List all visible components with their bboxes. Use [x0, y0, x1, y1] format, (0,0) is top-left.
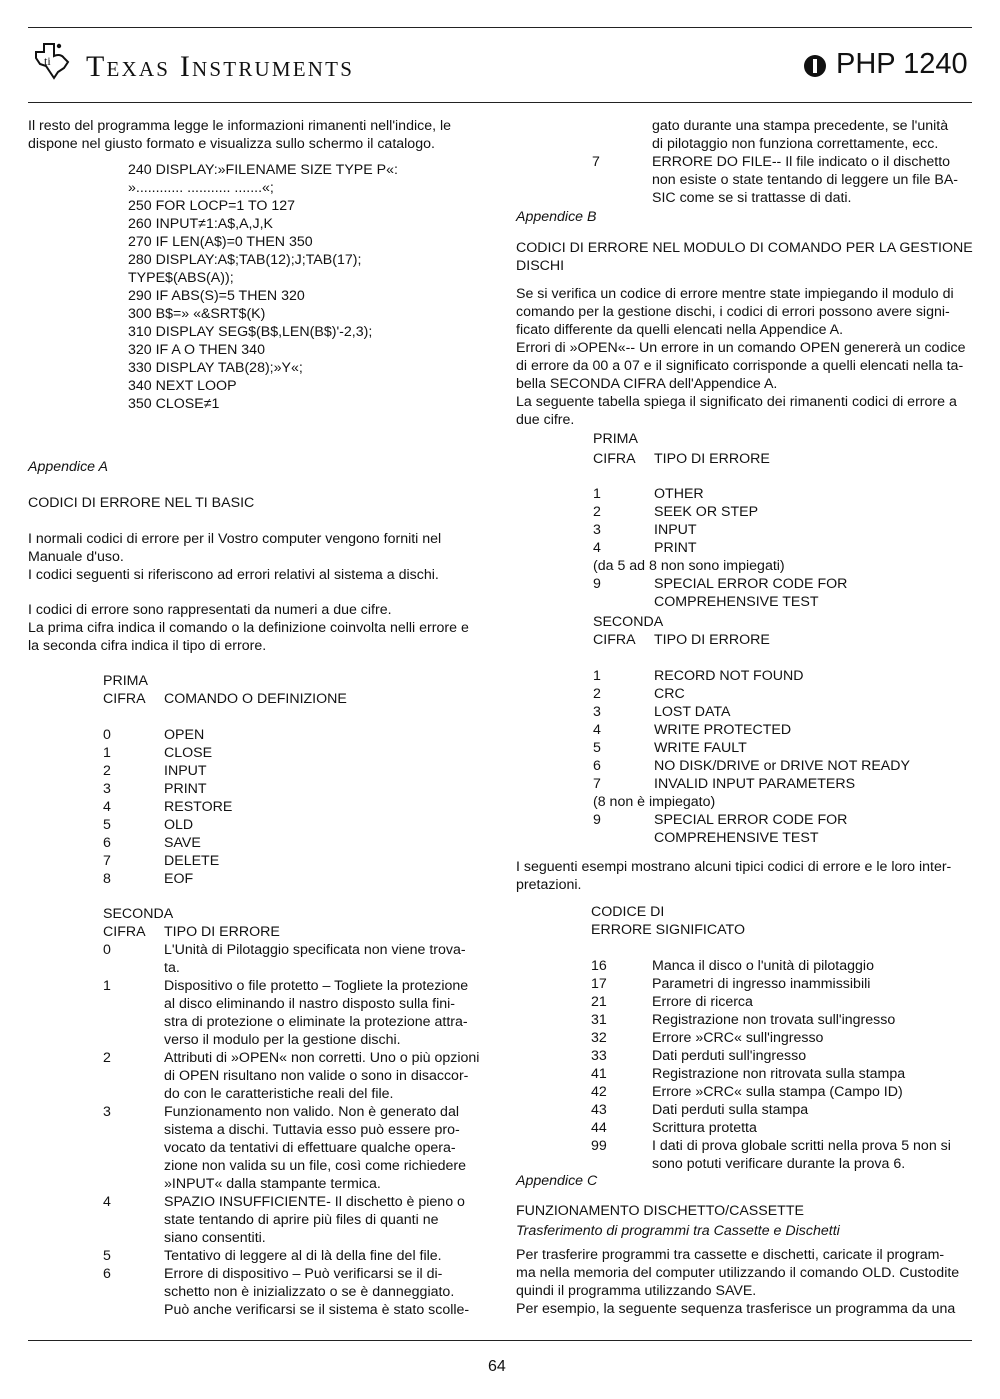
example-code: 21	[591, 994, 607, 1010]
command-row-text: INPUT	[164, 763, 207, 779]
error-type-text: non esiste o state tentando di leggere un file BA-	[652, 172, 959, 188]
disk-error-row-number: 5	[593, 740, 601, 756]
example-meaning: Dati perduti sull'ingresso	[652, 1048, 807, 1064]
paragraph-line: I seguenti esempi mostrano alcuni tipici codici di errore e le loro inter-	[516, 859, 952, 875]
command-row-number: 6	[103, 835, 111, 851]
command-row-text: DELETE	[164, 853, 220, 869]
intro-line: Il resto del programma legge le informazioni rimanenti nell'indice, le	[28, 118, 452, 134]
paragraph-line: Errori di »OPEN«-- Un errore in un comando OPEN genererà un codice	[516, 340, 966, 356]
table-header: SECONDA	[103, 906, 174, 922]
command-row-text: CLOSE	[164, 745, 213, 761]
disk-error-row-number: 1	[593, 668, 601, 684]
command-row-text: SAVE	[164, 835, 201, 851]
example-meaning: Registrazione non trovata sull'ingresso	[652, 1012, 896, 1028]
disk-error-row-number: 3	[593, 522, 601, 538]
error-type-text: di pilotaggio non funziona correttamente, ecc.	[652, 136, 939, 152]
example-code: 33	[591, 1048, 607, 1064]
paragraph-line: Per esempio, la seguente sequenza trasferisce un programma da una	[516, 1301, 956, 1317]
command-row-number: 4	[103, 799, 111, 815]
appendix-b-title: CODICI DI ERRORE NEL MODULO DI COMANDO PER LA GESTIONE	[516, 240, 973, 256]
appendix-c-subtitle: Trasferimento di programmi tra Cassette e Dischetti	[516, 1223, 840, 1239]
error-type-text: vocato da tentativi di effettuare qualche opera-	[164, 1140, 456, 1156]
command-row-text: EOF	[164, 871, 194, 887]
disk-error-row-text: PRINT	[654, 540, 697, 556]
table-header: PRIMA	[103, 673, 148, 689]
disk-error-row-text: WRITE PROTECTED	[654, 722, 792, 738]
appendix-b-label: Appendice B	[516, 209, 597, 225]
error-type-text: ta.	[164, 960, 180, 976]
code-line: 260 INPUT≠1:A$,A,J,K	[128, 216, 273, 232]
disk-error-row-text: RECORD NOT FOUND	[654, 668, 804, 684]
example-code: 41	[591, 1066, 607, 1082]
table-note: (8 non è impiegato)	[593, 794, 716, 810]
error-type-text: Errore di dispositivo – Può verificarsi se il di-	[164, 1266, 443, 1282]
paragraph-line: I normali codici di errore per il Vostro computer vengono forniti nel	[28, 531, 442, 547]
example-code: 43	[591, 1102, 607, 1118]
code-line: 280 DISPLAY:A$;TAB(12);J;TAB(17);	[128, 252, 362, 268]
command-row-number: 1	[103, 745, 111, 761]
disk-error-row-text: SEEK OR STEP	[654, 504, 759, 520]
command-row-text: RESTORE	[164, 799, 233, 815]
paragraph-line: Se si verifica un codice di errore mentre state impiegando il modulo di	[516, 286, 954, 302]
code-line: 310 DISPLAY SEG$(B$,LEN(B$)'-2,3);	[128, 324, 373, 340]
appendix-b-title: DISCHI	[516, 258, 565, 274]
svg-text:ti: ti	[44, 54, 51, 68]
disk-error-row-number: 4	[593, 540, 601, 556]
paragraph-line: ma nella memoria del computer utilizzando il comando OLD. Custodite	[516, 1265, 960, 1281]
footer-rule	[28, 1340, 972, 1341]
table-header: SECONDA	[593, 614, 664, 630]
texas-instruments-logo-icon	[30, 38, 74, 82]
error-type-text: siano consentiti.	[164, 1230, 266, 1246]
paragraph-line: comando per la gestione dischi, i codici di errori possono avere signi-	[516, 304, 950, 320]
example-code: 32	[591, 1030, 607, 1046]
code-line: 250 FOR LOCP=1 TO 127	[128, 198, 296, 214]
error-type-text: al disco eliminando il nastro disposto sulla fini-	[164, 996, 455, 1012]
example-code: 16	[591, 958, 607, 974]
example-meaning: sono potuti verificare durante la prova 6.	[652, 1156, 906, 1172]
disk-error-row-number: 9	[593, 576, 601, 592]
command-row-number: 3	[103, 781, 111, 797]
error-type-text: Attributi di »OPEN« non corretti. Uno o più opzioni	[164, 1050, 480, 1066]
error-type-number: 3	[103, 1104, 111, 1120]
disk-error-row-number: 7	[593, 776, 601, 792]
error-type-text: L'Unità di Pilotaggio specificata non viene trova-	[164, 942, 466, 958]
error-type-text: schetto non è inizializzato o se è danneggiato.	[164, 1284, 455, 1300]
example-code: 31	[591, 1012, 607, 1028]
disk-error-row-number: 1	[593, 486, 601, 502]
code-line: TYPE$(ABS(A));	[128, 270, 234, 286]
paragraph-line: pretazioni.	[516, 877, 582, 893]
code-line: 340 NEXT LOOP	[128, 378, 237, 394]
code-line: 330 DISPLAY TAB(28);»Y«;	[128, 360, 303, 376]
code-line: 240 DISPLAY:»FILENAME SIZE TYPE P«:	[128, 162, 398, 178]
paragraph-line: bella SECONDA CIFRA dell'Appendice A.	[516, 376, 778, 392]
top-rule	[28, 27, 972, 28]
paragraph-line: due cifre.	[516, 412, 575, 428]
disk-error-row-text: LOST DATA	[654, 704, 731, 720]
table-header: PRIMA	[593, 431, 638, 447]
code-line: »............ ........... .......«;	[128, 180, 274, 196]
example-code: 42	[591, 1084, 607, 1100]
error-type-text: Può anche verificarsi se il sistema è stato scolle-	[164, 1302, 470, 1318]
error-type-text: stra di protezione o eliminate la protezione attra-	[164, 1014, 468, 1030]
disk-error-row-text: COMPREHENSIVE TEST	[654, 830, 819, 846]
disk-error-row-number: 3	[593, 704, 601, 720]
example-meaning: Registrazione non ritrovata sulla stampa	[652, 1066, 906, 1082]
table-header: COMANDO O DEFINIZIONE	[164, 691, 347, 707]
disk-error-row-text: INPUT	[654, 522, 697, 538]
error-type-text: state tentando di aprire più files di quanti ne	[164, 1212, 439, 1228]
error-type-number: 1	[103, 978, 111, 994]
disk-error-row-number: 9	[593, 812, 601, 828]
disk-error-row-number: 2	[593, 686, 601, 702]
table-header: ERRORE SIGNIFICATO	[591, 922, 745, 938]
command-row-number: 0	[103, 727, 111, 743]
command-row-number: 7	[103, 853, 111, 869]
error-type-number: 0	[103, 942, 111, 958]
disk-error-row-text: INVALID INPUT PARAMETERS	[654, 776, 856, 792]
disk-error-row-text: WRITE FAULT	[654, 740, 747, 756]
command-row-number: 5	[103, 817, 111, 833]
paragraph-line: I codici di errore sono rappresentati da numeri a due cifre.	[28, 602, 392, 618]
paragraph-line: quindi il programma utilizzando SAVE.	[516, 1283, 757, 1299]
table-header: TIPO DI ERRORE	[654, 632, 770, 648]
paragraph-line: I codici seguenti si riferiscono ad errori relativi al sistema a dischi.	[28, 567, 439, 583]
example-meaning: Errore di ricerca	[652, 994, 753, 1010]
error-type-number: 2	[103, 1050, 111, 1066]
example-code: 44	[591, 1120, 607, 1136]
table-header: TIPO DI ERRORE	[654, 451, 770, 467]
error-type-text: do con le caratteristiche reali del file.	[164, 1086, 394, 1102]
example-meaning: I dati di prova globale scritti nella prova 5 non si	[652, 1138, 951, 1154]
command-row-number: 8	[103, 871, 111, 887]
error-type-text: zione non valida su un file, così come richiedere	[164, 1158, 467, 1174]
disk-error-row-text: NO DISK/DRIVE or DRIVE NOT READY	[654, 758, 910, 774]
paragraph-line: ficato differente da quelli elencati nella Appendice A.	[516, 322, 844, 338]
appendix-a-label: Appendice A	[28, 459, 108, 475]
page-number: 64	[488, 1358, 506, 1375]
error-type-number: 6	[103, 1266, 111, 1282]
error-type-number: 5	[103, 1248, 111, 1264]
example-meaning: Dati perduti sulla stampa	[652, 1102, 809, 1118]
appendix-c-label: Appendice C	[516, 1173, 598, 1189]
paragraph-line: di errore da 00 a 07 e il significato corrisponde a quelli elencati nella ta-	[516, 358, 964, 374]
table-header: TIPO DI ERRORE	[164, 924, 280, 940]
paragraph-line: Per trasferire programmi tra cassette e dischetti, caricate il program-	[516, 1247, 945, 1263]
error-type-number: 7	[592, 154, 600, 170]
error-type-text: Tentativo di leggere al di là della fine del file.	[164, 1248, 442, 1264]
command-row-text: PRINT	[164, 781, 207, 797]
error-type-text: sistema a dischi. Tuttavia esso può essere pro-	[164, 1122, 460, 1138]
code-line: 290 IF ABS(S)=5 THEN 320	[128, 288, 305, 304]
appendix-a-title: CODICI DI ERRORE NEL TI BASIC	[28, 495, 255, 511]
disk-error-row-text: CRC	[654, 686, 685, 702]
error-type-number: 4	[103, 1194, 111, 1210]
example-meaning: Scrittura protetta	[652, 1120, 757, 1136]
table-header: CIFRA	[593, 632, 636, 648]
paragraph-line: Manuale d'uso.	[28, 549, 124, 565]
brand-name: Texas Instruments	[86, 50, 355, 83]
example-code: 17	[591, 976, 607, 992]
code-line: 270 IF LEN(A$)=0 THEN 350	[128, 234, 313, 250]
command-row-text: OPEN	[164, 727, 205, 743]
example-meaning: Errore »CRC« sull'ingresso	[652, 1030, 824, 1046]
model-number: PHP 1240	[836, 48, 968, 80]
table-header: CIFRA	[593, 451, 636, 467]
code-line: 300 B$=» «&SRT$(K)	[128, 306, 266, 322]
disk-error-row-text: SPECIAL ERROR CODE FOR	[654, 576, 848, 592]
table-note: (da 5 ad 8 non sono impiegati)	[593, 558, 785, 574]
table-header: CIFRA	[103, 924, 146, 940]
disk-error-row-number: 4	[593, 722, 601, 738]
disk-error-row-number: 2	[593, 504, 601, 520]
header-rule	[28, 102, 972, 103]
disk-error-row-text: OTHER	[654, 486, 704, 502]
error-type-text: »INPUT« dalla stampante termica.	[164, 1176, 381, 1192]
info-dot-icon	[804, 55, 826, 77]
command-row-number: 2	[103, 763, 111, 779]
error-type-text: SPAZIO INSUFFICIENTE- Il dischetto è pieno o	[164, 1194, 465, 1210]
paragraph-line: la seconda cifra indica il tipo di errore.	[28, 638, 267, 654]
table-header: CIFRA	[103, 691, 146, 707]
error-type-text: verso il modulo per la gestione dischi.	[164, 1032, 401, 1048]
error-type-text: di OPEN risultano non valide o sono in disaccor-	[164, 1068, 469, 1084]
disk-error-row-text: COMPREHENSIVE TEST	[654, 594, 819, 610]
appendix-c-title: FUNZIONAMENTO DISCHETTO/CASSETTE	[516, 1203, 804, 1219]
table-header: CODICE DI	[591, 904, 665, 920]
error-type-text: SIC come se si trattasse di dati.	[652, 190, 852, 206]
intro-line: dispone nel giusto formato e visualizza sullo schermo il catalogo.	[28, 136, 435, 152]
paragraph-line: La seguente tabella spiega il significato dei rimanenti codici di errore a	[516, 394, 957, 410]
error-type-text: Dispositivo o file protetto – Togliete la protezione	[164, 978, 469, 994]
paragraph-line: La prima cifra indica il comando o la definizione coinvolta nelli errore e	[28, 620, 469, 636]
error-type-text: gato durante una stampa precedente, se l'unità	[652, 118, 949, 134]
code-line: 320 IF A O THEN 340	[128, 342, 265, 358]
example-meaning: Parametri di ingresso inammissibili	[652, 976, 871, 992]
error-type-text: ERRORE DO FILE-- Il file indicato o il dischetto	[652, 154, 951, 170]
disk-error-row-number: 6	[593, 758, 601, 774]
command-row-text: OLD	[164, 817, 194, 833]
example-code: 99	[591, 1138, 607, 1154]
code-line: 350 CLOSE≠1	[128, 396, 220, 412]
example-meaning: Errore »CRC« sulla stampa (Campo ID)	[652, 1084, 903, 1100]
example-meaning: Manca il disco o l'unità di pilotaggio	[652, 958, 874, 974]
disk-error-row-text: SPECIAL ERROR CODE FOR	[654, 812, 848, 828]
error-type-text: Funzionamento non valido. Non è generato dal	[164, 1104, 459, 1120]
